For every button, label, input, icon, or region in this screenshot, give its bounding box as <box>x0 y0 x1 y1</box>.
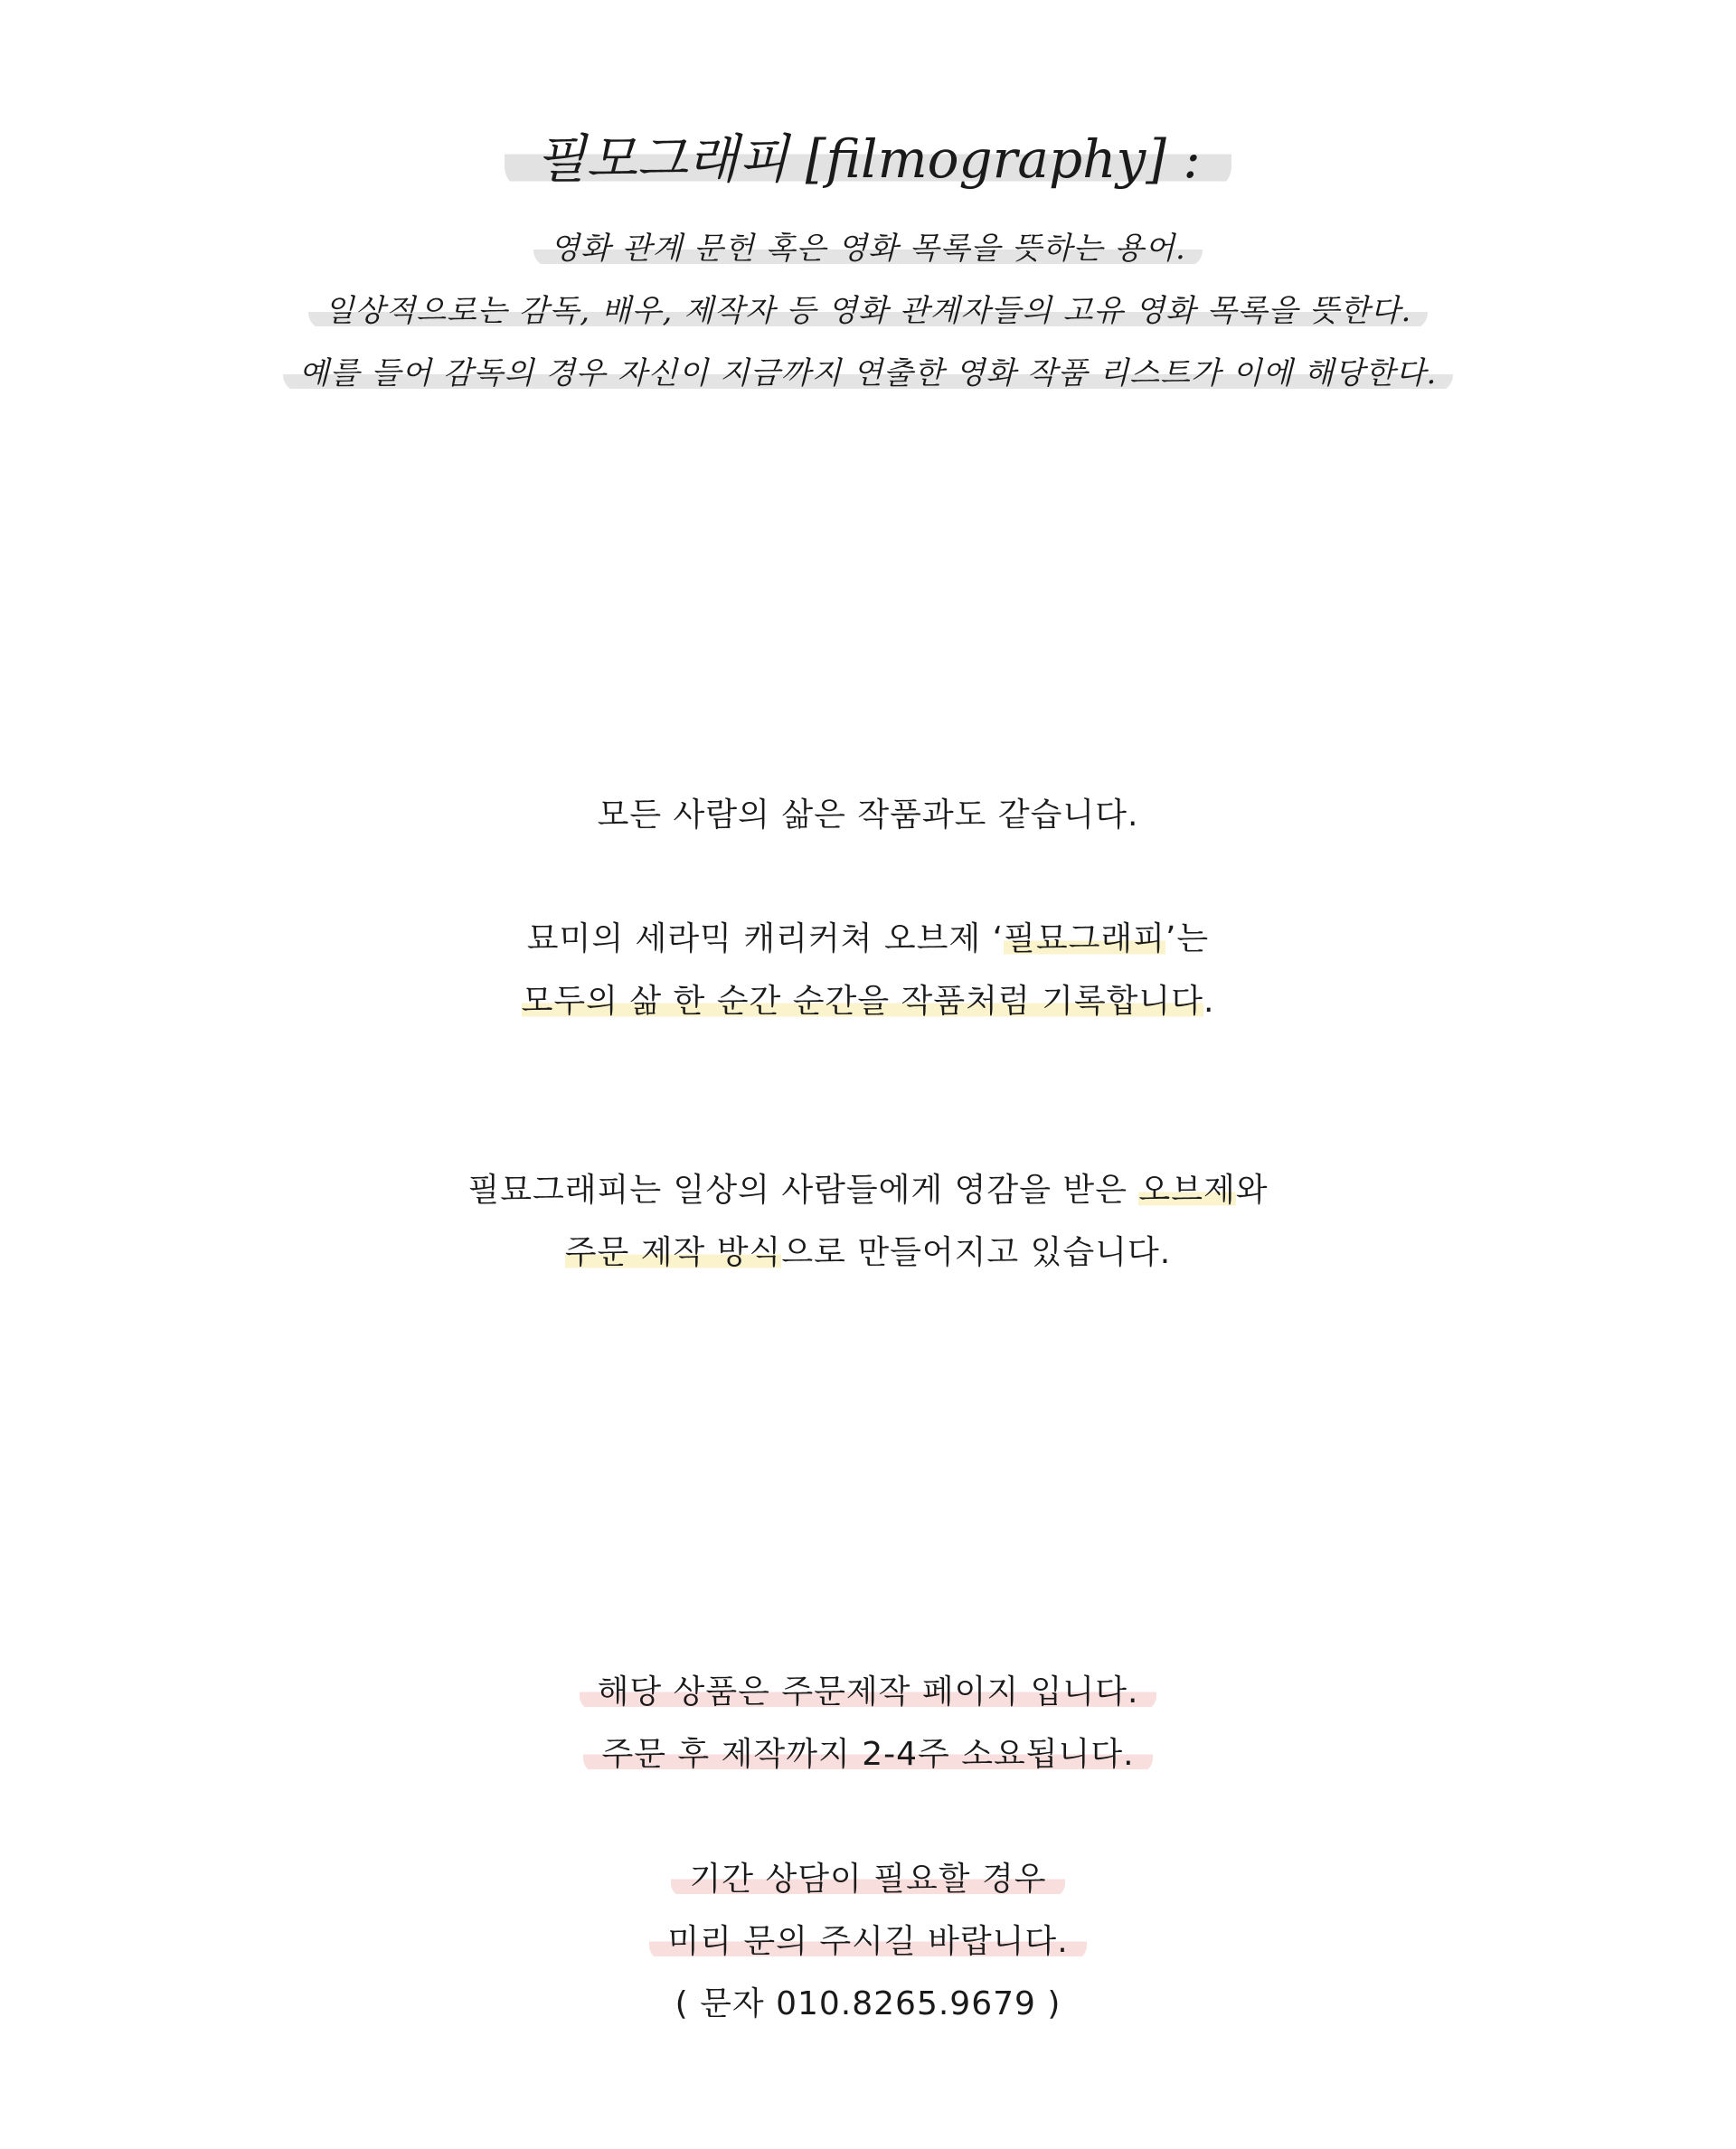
contact-line <box>0 1910 1736 1973</box>
contact-line-text: 미리 문의 주시길 바랍니다. <box>649 1923 1086 1960</box>
contact-section <box>0 1848 1736 2035</box>
notice-line <box>0 1661 1736 1723</box>
definition-section <box>0 120 1736 198</box>
intro-caricature <box>0 908 1736 1032</box>
object-highlight: 오브제 <box>1138 1172 1236 1209</box>
intro-line-1: 모든 사람의 삶은 작품과도 같습니다. <box>597 796 1139 834</box>
method-section <box>0 1159 1736 1284</box>
method-line-2 <box>0 1221 1736 1284</box>
definition-title: 필모그래피 [filmography] : <box>505 128 1231 190</box>
intro-line-2-post: ’는 <box>1165 920 1210 957</box>
contact-line <box>0 1848 1736 1910</box>
brand-name-highlight: 필묘그래피 <box>1004 920 1165 957</box>
method-line-1-pre: 필묘그래피는 일상의 사람들에게 영감을 받은 <box>467 1172 1139 1209</box>
intro-line-2-pre: 묘미의 세라믹 캐리커쳐 오브제 ‘ <box>526 920 1005 957</box>
contact-phone: ( 문자 010.8265.9679 ) <box>675 1985 1061 2022</box>
definition-line <box>0 280 1736 343</box>
method-line-1-post: 와 <box>1235 1172 1269 1209</box>
definition-line-text: 예를 들어 감독의 경우 자신이 지금까지 연출한 영화 작품 리스트가 이에 해당한다. <box>283 355 1454 391</box>
intro-line-2 <box>0 908 1736 970</box>
notice-line-text: 주문 후 제작까지 2-4주 소요됩니다. <box>583 1736 1152 1773</box>
intro-line-3-highlight: 모두의 삶 한 순간 순간을 작품처럼 기록합니다 <box>521 983 1203 1020</box>
method-line-2-post: 으로 만들어지고 있습니다. <box>781 1234 1172 1271</box>
intro-line-3 <box>0 970 1736 1032</box>
definition-text <box>0 218 1736 405</box>
notice-line <box>0 1723 1736 1786</box>
definition-line-text: 일상적으로는 감독, 배우, 제작자 등 영화 관계자들의 고유 영화 목록을 뜻한다. <box>308 293 1429 329</box>
definition-line <box>0 343 1736 405</box>
intro-line-3-post: . <box>1203 983 1215 1020</box>
contact-line-text: 기간 상담이 필요할 경우 <box>671 1861 1064 1898</box>
intro-section <box>0 784 1736 846</box>
notice-section <box>0 1661 1736 1786</box>
notice-line-text: 해당 상품은 주문제작 페이지 입니다. <box>580 1673 1157 1711</box>
definition-title-line <box>0 120 1736 198</box>
definition-line <box>0 218 1736 280</box>
method-line-1 <box>0 1159 1736 1221</box>
custom-order-highlight: 주문 제작 방식 <box>564 1234 782 1271</box>
definition-line-text: 영화 관계 문헌 혹은 영화 목록을 뜻하는 용어. <box>533 231 1203 267</box>
